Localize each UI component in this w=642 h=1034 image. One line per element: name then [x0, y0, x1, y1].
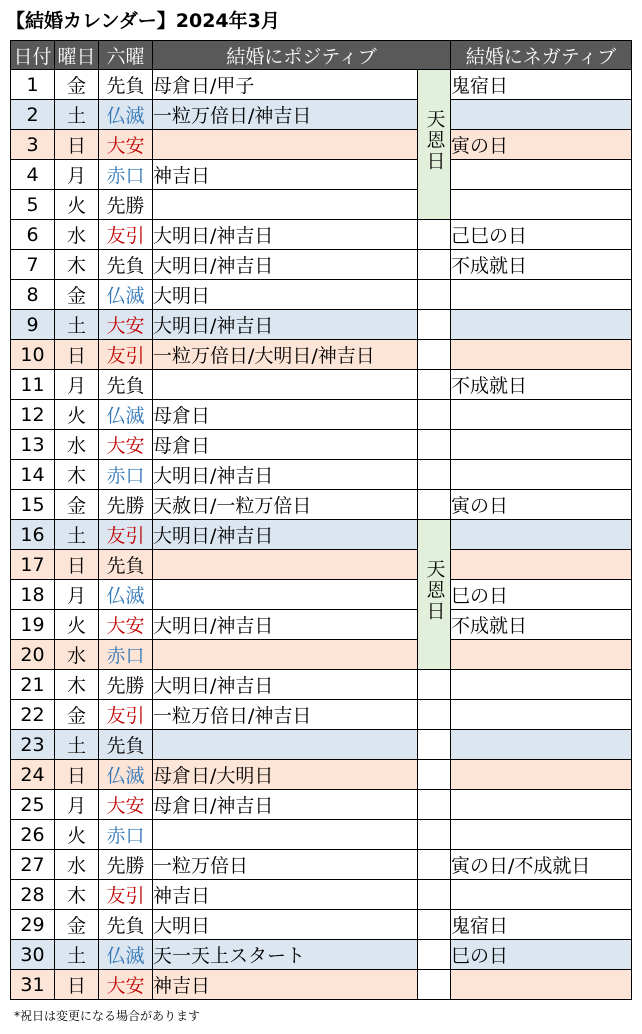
day-cell: 7	[11, 250, 55, 280]
positive-cell: 神吉日	[153, 160, 418, 190]
tenon-day-marker	[418, 70, 451, 220]
positive-cell: 母倉日	[153, 400, 418, 430]
negative-cell	[451, 280, 632, 310]
rokuyo-cell: 先勝	[99, 850, 153, 880]
tenon-empty-cell	[418, 370, 451, 400]
weekday-cell: 火	[55, 820, 99, 850]
negative-cell	[451, 880, 632, 910]
weekday-cell: 金	[55, 910, 99, 940]
table-row	[11, 640, 632, 670]
positive-cell	[153, 370, 418, 400]
rokuyo-cell: 友引	[99, 520, 153, 550]
table-row	[11, 100, 632, 130]
weekday-cell: 日	[55, 340, 99, 370]
tenon-empty-cell	[418, 460, 451, 490]
positive-cell: 母倉日/大明日	[153, 760, 418, 790]
negative-cell	[451, 760, 632, 790]
day-cell: 18	[11, 580, 55, 610]
weekday-cell: 火	[55, 400, 99, 430]
negative-cell	[451, 820, 632, 850]
positive-cell: 大明日/神吉日	[153, 220, 418, 250]
day-cell: 9	[11, 310, 55, 340]
table-row	[11, 190, 632, 220]
rokuyo-cell: 友引	[99, 700, 153, 730]
weekday-cell: 金	[55, 490, 99, 520]
positive-cell	[153, 550, 418, 580]
weekday-cell: 木	[55, 250, 99, 280]
rokuyo-cell: 大安	[99, 430, 153, 460]
weekday-cell: 火	[55, 610, 99, 640]
tenon-empty-cell	[418, 340, 451, 370]
positive-cell: 母倉日/神吉日	[153, 790, 418, 820]
rokuyo-cell: 赤口	[99, 640, 153, 670]
table-row	[11, 610, 632, 640]
table-row	[11, 220, 632, 250]
positive-cell: 神吉日	[153, 880, 418, 910]
day-cell: 1	[11, 70, 55, 100]
table-row	[11, 310, 632, 340]
table-row	[11, 250, 632, 280]
table-row	[11, 340, 632, 370]
positive-cell: 大明日/神吉日	[153, 310, 418, 340]
rokuyo-cell: 先負	[99, 70, 153, 100]
tenon-empty-cell	[418, 940, 451, 970]
weekday-cell: 水	[55, 850, 99, 880]
header-day: 日付	[11, 41, 55, 70]
negative-cell	[451, 310, 632, 340]
day-cell: 21	[11, 670, 55, 700]
tenon-empty-cell	[418, 880, 451, 910]
day-cell: 8	[11, 280, 55, 310]
weekday-cell: 木	[55, 670, 99, 700]
positive-cell: 大明日/神吉日	[153, 610, 418, 640]
table-row	[11, 400, 632, 430]
rokuyo-cell: 赤口	[99, 160, 153, 190]
weekday-cell: 土	[55, 940, 99, 970]
day-cell: 13	[11, 430, 55, 460]
day-cell: 24	[11, 760, 55, 790]
negative-cell: 鬼宿日	[451, 910, 632, 940]
negative-cell	[451, 700, 632, 730]
negative-cell: 不成就日	[451, 370, 632, 400]
wedding-calendar-table	[10, 40, 632, 1000]
tenon-empty-cell	[418, 700, 451, 730]
footnote: *祝日は変更になる場合があります	[14, 1009, 201, 1023]
tenon-empty-cell	[418, 970, 451, 1000]
weekday-cell: 金	[55, 70, 99, 100]
page-title: 【結婚カレンダー】2024年3月	[6, 10, 280, 32]
table-row	[11, 880, 632, 910]
rokuyo-cell: 仏滅	[99, 400, 153, 430]
weekday-cell: 月	[55, 580, 99, 610]
weekday-cell: 金	[55, 700, 99, 730]
day-cell: 25	[11, 790, 55, 820]
weekday-cell: 日	[55, 130, 99, 160]
negative-cell	[451, 520, 632, 550]
rokuyo-cell: 仏滅	[99, 280, 153, 310]
positive-cell: 母倉日	[153, 430, 418, 460]
negative-cell	[451, 400, 632, 430]
positive-cell: 大明日/神吉日	[153, 670, 418, 700]
day-cell: 2	[11, 100, 55, 130]
day-cell: 31	[11, 970, 55, 1000]
positive-cell	[153, 730, 418, 760]
tenon-empty-cell	[418, 400, 451, 430]
rokuyo-cell: 大安	[99, 970, 153, 1000]
negative-cell	[451, 160, 632, 190]
day-cell: 4	[11, 160, 55, 190]
negative-cell	[451, 730, 632, 760]
weekday-cell: 日	[55, 970, 99, 1000]
table-row	[11, 490, 632, 520]
tenon-empty-cell	[418, 310, 451, 340]
negative-cell: 不成就日	[451, 250, 632, 280]
tenon-label: 天恩日	[423, 558, 446, 622]
tenon-empty-cell	[418, 820, 451, 850]
tenon-label: 天恩日	[423, 108, 446, 172]
positive-cell	[153, 190, 418, 220]
rokuyo-cell: 大安	[99, 790, 153, 820]
weekday-cell: 木	[55, 880, 99, 910]
table-row	[11, 160, 632, 190]
weekday-cell: 金	[55, 280, 99, 310]
day-cell: 10	[11, 340, 55, 370]
positive-cell: 母倉日/甲子	[153, 70, 418, 100]
table-row	[11, 280, 632, 310]
positive-cell: 神吉日	[153, 970, 418, 1000]
day-cell: 3	[11, 130, 55, 160]
day-cell: 5	[11, 190, 55, 220]
header-positive: 結婚にポジティブ	[153, 41, 451, 70]
table-row	[11, 910, 632, 940]
negative-cell: 寅の日	[451, 130, 632, 160]
weekday-cell: 水	[55, 430, 99, 460]
tenon-empty-cell	[418, 490, 451, 520]
rokuyo-cell: 先負	[99, 250, 153, 280]
table-row	[11, 760, 632, 790]
weekday-cell: 日	[55, 760, 99, 790]
tenon-empty-cell	[418, 910, 451, 940]
table-row	[11, 850, 632, 880]
positive-cell	[153, 130, 418, 160]
tenon-empty-cell	[418, 790, 451, 820]
negative-cell: 不成就日	[451, 610, 632, 640]
negative-cell: 鬼宿日	[451, 70, 632, 100]
rokuyo-cell: 仏滅	[99, 580, 153, 610]
positive-cell: 一粒万倍日/神吉日	[153, 700, 418, 730]
positive-cell: 一粒万倍日/大明日/神吉日	[153, 340, 418, 370]
tenon-empty-cell	[418, 250, 451, 280]
positive-cell	[153, 580, 418, 610]
weekday-cell: 日	[55, 550, 99, 580]
rokuyo-cell: 大安	[99, 610, 153, 640]
rokuyo-cell: 先負	[99, 730, 153, 760]
day-cell: 30	[11, 940, 55, 970]
table-row	[11, 70, 632, 100]
rokuyo-cell: 赤口	[99, 460, 153, 490]
negative-cell: 寅の日/不成就日	[451, 850, 632, 880]
header-weekday: 曜日	[55, 41, 99, 70]
day-cell: 12	[11, 400, 55, 430]
negative-cell: 寅の日	[451, 490, 632, 520]
weekday-cell: 火	[55, 190, 99, 220]
table-row	[11, 790, 632, 820]
rokuyo-cell: 先負	[99, 370, 153, 400]
negative-cell	[451, 970, 632, 1000]
negative-cell	[451, 340, 632, 370]
day-cell: 19	[11, 610, 55, 640]
rokuyo-cell: 大安	[99, 310, 153, 340]
positive-cell: 天赦日/一粒万倍日	[153, 490, 418, 520]
table-row	[11, 550, 632, 580]
tenon-empty-cell	[418, 760, 451, 790]
weekday-cell: 月	[55, 370, 99, 400]
table-row	[11, 700, 632, 730]
day-cell: 6	[11, 220, 55, 250]
day-cell: 17	[11, 550, 55, 580]
weekday-cell: 水	[55, 640, 99, 670]
table-row	[11, 430, 632, 460]
tenon-empty-cell	[418, 670, 451, 700]
positive-cell: 一粒万倍日	[153, 850, 418, 880]
table-row	[11, 370, 632, 400]
rokuyo-cell: 仏滅	[99, 760, 153, 790]
weekday-cell: 土	[55, 310, 99, 340]
day-cell: 20	[11, 640, 55, 670]
negative-cell	[451, 430, 632, 460]
rokuyo-cell: 大安	[99, 130, 153, 160]
table-row	[11, 520, 632, 550]
positive-cell: 大明日/神吉日	[153, 520, 418, 550]
negative-cell: 己巳の日	[451, 220, 632, 250]
header-negative: 結婚にネガティブ	[451, 41, 632, 70]
rokuyo-cell: 先勝	[99, 490, 153, 520]
table-row	[11, 460, 632, 490]
day-cell: 11	[11, 370, 55, 400]
negative-cell	[451, 460, 632, 490]
header-row	[11, 41, 632, 70]
tenon-empty-cell	[418, 730, 451, 760]
header-rokuyo: 六曜	[99, 41, 153, 70]
negative-cell: 巳の日	[451, 940, 632, 970]
positive-cell: 大明日/神吉日	[153, 460, 418, 490]
day-cell: 22	[11, 700, 55, 730]
rokuyo-cell: 先負	[99, 910, 153, 940]
table-row	[11, 130, 632, 160]
calendar-body	[11, 70, 632, 1000]
weekday-cell: 木	[55, 460, 99, 490]
day-cell: 15	[11, 490, 55, 520]
weekday-cell: 月	[55, 160, 99, 190]
day-cell: 14	[11, 460, 55, 490]
weekday-cell: 水	[55, 220, 99, 250]
table-row	[11, 730, 632, 760]
negative-cell	[451, 640, 632, 670]
weekday-cell: 土	[55, 520, 99, 550]
positive-cell: 大明日/神吉日	[153, 250, 418, 280]
tenon-empty-cell	[418, 280, 451, 310]
negative-cell	[451, 550, 632, 580]
tenon-empty-cell	[418, 220, 451, 250]
rokuyo-cell: 友引	[99, 340, 153, 370]
day-cell: 27	[11, 850, 55, 880]
negative-cell	[451, 190, 632, 220]
rokuyo-cell: 仏滅	[99, 100, 153, 130]
negative-cell	[451, 670, 632, 700]
weekday-cell: 土	[55, 730, 99, 760]
day-cell: 23	[11, 730, 55, 760]
weekday-cell: 月	[55, 790, 99, 820]
positive-cell: 大明日	[153, 280, 418, 310]
table-row	[11, 670, 632, 700]
rokuyo-cell: 先勝	[99, 670, 153, 700]
table-row	[11, 580, 632, 610]
positive-cell	[153, 820, 418, 850]
rokuyo-cell: 仏滅	[99, 940, 153, 970]
rokuyo-cell: 赤口	[99, 820, 153, 850]
day-cell: 26	[11, 820, 55, 850]
table-row	[11, 940, 632, 970]
day-cell: 28	[11, 880, 55, 910]
positive-cell: 一粒万倍日/神吉日	[153, 100, 418, 130]
negative-cell	[451, 100, 632, 130]
day-cell: 29	[11, 910, 55, 940]
positive-cell: 天一天上スタート	[153, 940, 418, 970]
table-row	[11, 820, 632, 850]
tenon-day-marker	[418, 520, 451, 670]
tenon-empty-cell	[418, 850, 451, 880]
negative-cell: 巳の日	[451, 580, 632, 610]
rokuyo-cell: 先負	[99, 550, 153, 580]
weekday-cell: 土	[55, 100, 99, 130]
day-cell: 16	[11, 520, 55, 550]
positive-cell: 大明日	[153, 910, 418, 940]
rokuyo-cell: 友引	[99, 220, 153, 250]
negative-cell	[451, 790, 632, 820]
tenon-empty-cell	[418, 430, 451, 460]
table-row	[11, 970, 632, 1000]
rokuyo-cell: 友引	[99, 880, 153, 910]
positive-cell	[153, 640, 418, 670]
rokuyo-cell: 先勝	[99, 190, 153, 220]
